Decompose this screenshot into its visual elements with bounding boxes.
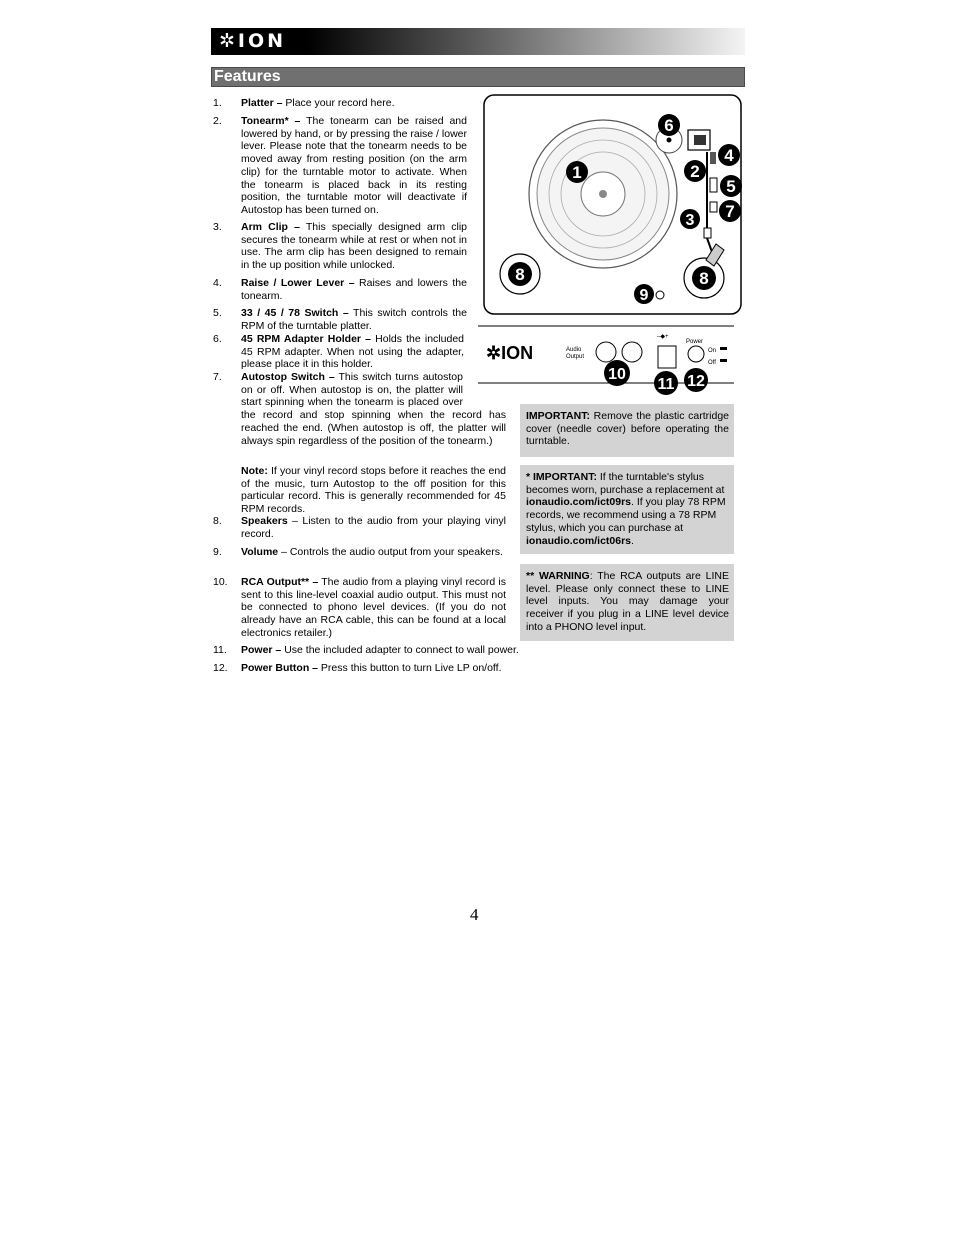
- item-text: Holds the included 45 RPM adapter. When not using the adapter, please place it in this holder.: [241, 333, 465, 371]
- logo-star-icon: ✲: [486, 343, 502, 363]
- turntable-diagram: [480, 92, 745, 317]
- stylus-link-ict09rs: ionaudio.com/ict09rs: [526, 496, 632, 509]
- item-label: Speakers: [241, 515, 288, 527]
- rear-brand: ION: [501, 343, 534, 363]
- callout-label: 8: [515, 265, 525, 284]
- callout-label: 6: [664, 116, 674, 135]
- callout-12: [684, 368, 708, 392]
- logo-text: ION: [237, 30, 287, 52]
- list-number: 10.: [213, 576, 228, 588]
- note-text: If your vinyl record stops before it reaches the end of the music, turn Autostop to the off position for this particular record. This is generally recommended for 45 RPM records.: [241, 465, 506, 516]
- section-title: Features: [214, 68, 281, 85]
- list-item: [241, 333, 464, 371]
- callout-label: 1: [572, 163, 582, 182]
- item-label: 45 RPM Adapter Holder –: [241, 333, 371, 345]
- callout-label: 10: [608, 366, 626, 383]
- item-label: Platter –: [241, 97, 283, 109]
- item-label: Arm Clip –: [241, 221, 300, 233]
- autostop-note: [241, 465, 506, 516]
- list-item: [241, 662, 561, 675]
- off-label: Off: [708, 360, 716, 366]
- power-jack: [658, 346, 676, 368]
- callout-4: [718, 144, 740, 166]
- audio-label: Audio: [566, 347, 582, 353]
- stylus-link-ict06rs: ionaudio.com/ict06rs: [526, 534, 632, 547]
- item-text: The audio from a playing vinyl record is sent to this line-level coaxial audio output. This must not be connected to phono level devices. (If you do not already have an RCA cable, this can be found at a local electronics retailer.): [241, 576, 507, 639]
- spindle: [599, 190, 607, 198]
- item-label: 33 / 45 / 78 Switch –: [241, 307, 349, 319]
- callout-10: [604, 360, 630, 386]
- warning-notice: [520, 564, 734, 641]
- important-notice: [520, 404, 734, 457]
- item-text: This switch controls the RPM of the turntable platter.: [241, 307, 467, 332]
- callout-label: 4: [724, 146, 734, 165]
- on-label: On: [708, 348, 717, 354]
- rca-left-jack: [596, 342, 616, 362]
- item-label: Power Button –: [241, 662, 319, 674]
- notice-text: Remove the plastic cartridge cover (needle cover) before operating the turntable.: [526, 410, 729, 448]
- page-number: 4: [470, 905, 479, 924]
- list-item: [241, 97, 467, 110]
- callout-label: 8: [699, 269, 709, 288]
- notice-text: : The RCA outputs are LINE level. Please only connect these to LINE level inputs. You may damage your receiver if you plug in a LINE level device into a PHONO level input.: [526, 570, 729, 633]
- callout-6: [658, 114, 680, 136]
- callout-8-right: [692, 266, 716, 290]
- arm-clip: [704, 228, 711, 238]
- notice-label: IMPORTANT:: [526, 410, 590, 422]
- callout-label: 7: [725, 202, 735, 221]
- item-text: Raises and lowers the tonearm.: [241, 277, 467, 302]
- brand-header-bar: [211, 28, 745, 55]
- item-label: Power –: [241, 644, 282, 656]
- callout-3: [680, 209, 700, 229]
- list-item: [241, 221, 467, 272]
- item-text: The tonearm can be raised and lowered by hand, or by pressing the raise / lower lever. Please note that the tonearm needs to be moved away from resting position (on the arm clip) for the turntable motor to activate. When the tonearm is placed back in its resting position, the turntable motor will deactivate if Autostop has been turned on.: [241, 115, 467, 216]
- item-text: This specially designed arm clip secures the tonearm while at rest or when not in use. The arm clip has been designed to remain in the up position while unlocked.: [241, 221, 467, 272]
- note-label: Note:: [241, 465, 268, 477]
- ion-logo: [219, 30, 286, 52]
- list-item: [241, 371, 506, 447]
- rear-panel-diagram: [478, 324, 736, 396]
- list-number: 7.: [213, 371, 222, 383]
- list-number: 5.: [213, 307, 222, 319]
- callout-label: 2: [690, 162, 700, 181]
- rca-right-jack: [622, 342, 642, 362]
- list-number: 12.: [213, 662, 228, 674]
- callout-1: [566, 161, 588, 183]
- callout-5: [720, 175, 742, 197]
- callout-8-left: [508, 262, 532, 286]
- notice-text: If the turntable's stylus becomes worn, purchase a replacement at: [526, 471, 725, 496]
- list-number: 9.: [213, 546, 222, 558]
- callout-label: 11: [657, 376, 675, 393]
- callout-label: 5: [726, 177, 736, 196]
- callout-7: [719, 200, 741, 222]
- item-text: – Controls the audio output from your speakers.: [278, 546, 503, 558]
- list-item: [241, 644, 561, 657]
- notice-text: . If you play 78 RPM records, we recommend using a 78 RPM stylus, which you can purchase at: [526, 496, 726, 534]
- list-number: 3.: [213, 221, 222, 233]
- item-text: Place your record here.: [282, 97, 395, 109]
- section-header: [211, 67, 745, 87]
- list-number: 8.: [213, 515, 222, 527]
- item-text: Use the included adapter to connect to wall power.: [281, 644, 519, 656]
- list-number: 6.: [213, 333, 222, 345]
- notice-label: ** WARNING: [526, 570, 590, 582]
- volume-knob: [656, 291, 664, 299]
- list-number: 11.: [213, 644, 227, 656]
- list-number: 1.: [213, 97, 222, 109]
- notice-text: .: [631, 534, 634, 547]
- notice-label: * IMPORTANT:: [526, 471, 597, 483]
- callout-11: [654, 371, 678, 395]
- callout-2: [684, 160, 706, 182]
- callout-label: 12: [687, 373, 705, 390]
- item-text: This switch turns autostop on or off. When autostop is on, the platter will start spinning when the tonearm is placed over the record and stop spinning when the record has reached the end. (When autostop is off, the platter will always spin regardless of the position of the tonearm.): [241, 371, 506, 447]
- callout-label: 3: [685, 212, 695, 229]
- autostop-switch: [710, 202, 717, 212]
- list-item: [241, 576, 506, 640]
- item-label: Raise / Lower Lever –: [241, 277, 355, 289]
- list-number: 2.: [213, 115, 222, 127]
- item-label: Autostop Switch –: [241, 371, 335, 383]
- item-label: Volume: [241, 546, 279, 558]
- item-label: RCA Output** –: [241, 576, 319, 588]
- raise-lower-lever: [710, 152, 716, 164]
- speed-switch: [710, 178, 717, 192]
- dc-symbol: –◆+: [657, 334, 669, 340]
- callout-label: 9: [639, 287, 649, 304]
- list-item: [241, 515, 506, 540]
- list-item: [241, 546, 506, 559]
- rear-panel-logo: [486, 343, 533, 363]
- logo-star-icon: ✲: [219, 30, 238, 52]
- power-button: [688, 346, 704, 362]
- item-text: Press this button to turn Live LP on/off.: [318, 662, 502, 674]
- power-label: Power: [686, 339, 704, 345]
- list-item: [241, 307, 467, 332]
- list-item: [241, 115, 467, 217]
- output-label: Output: [566, 354, 585, 360]
- list-number: 4.: [213, 277, 222, 289]
- callout-9: [634, 284, 654, 304]
- stylus-notice: [520, 465, 734, 554]
- item-label: Tonearm* –: [241, 115, 301, 127]
- item-text: – Listen to the audio from your playing vinyl record.: [241, 515, 506, 540]
- list-item: [241, 277, 467, 302]
